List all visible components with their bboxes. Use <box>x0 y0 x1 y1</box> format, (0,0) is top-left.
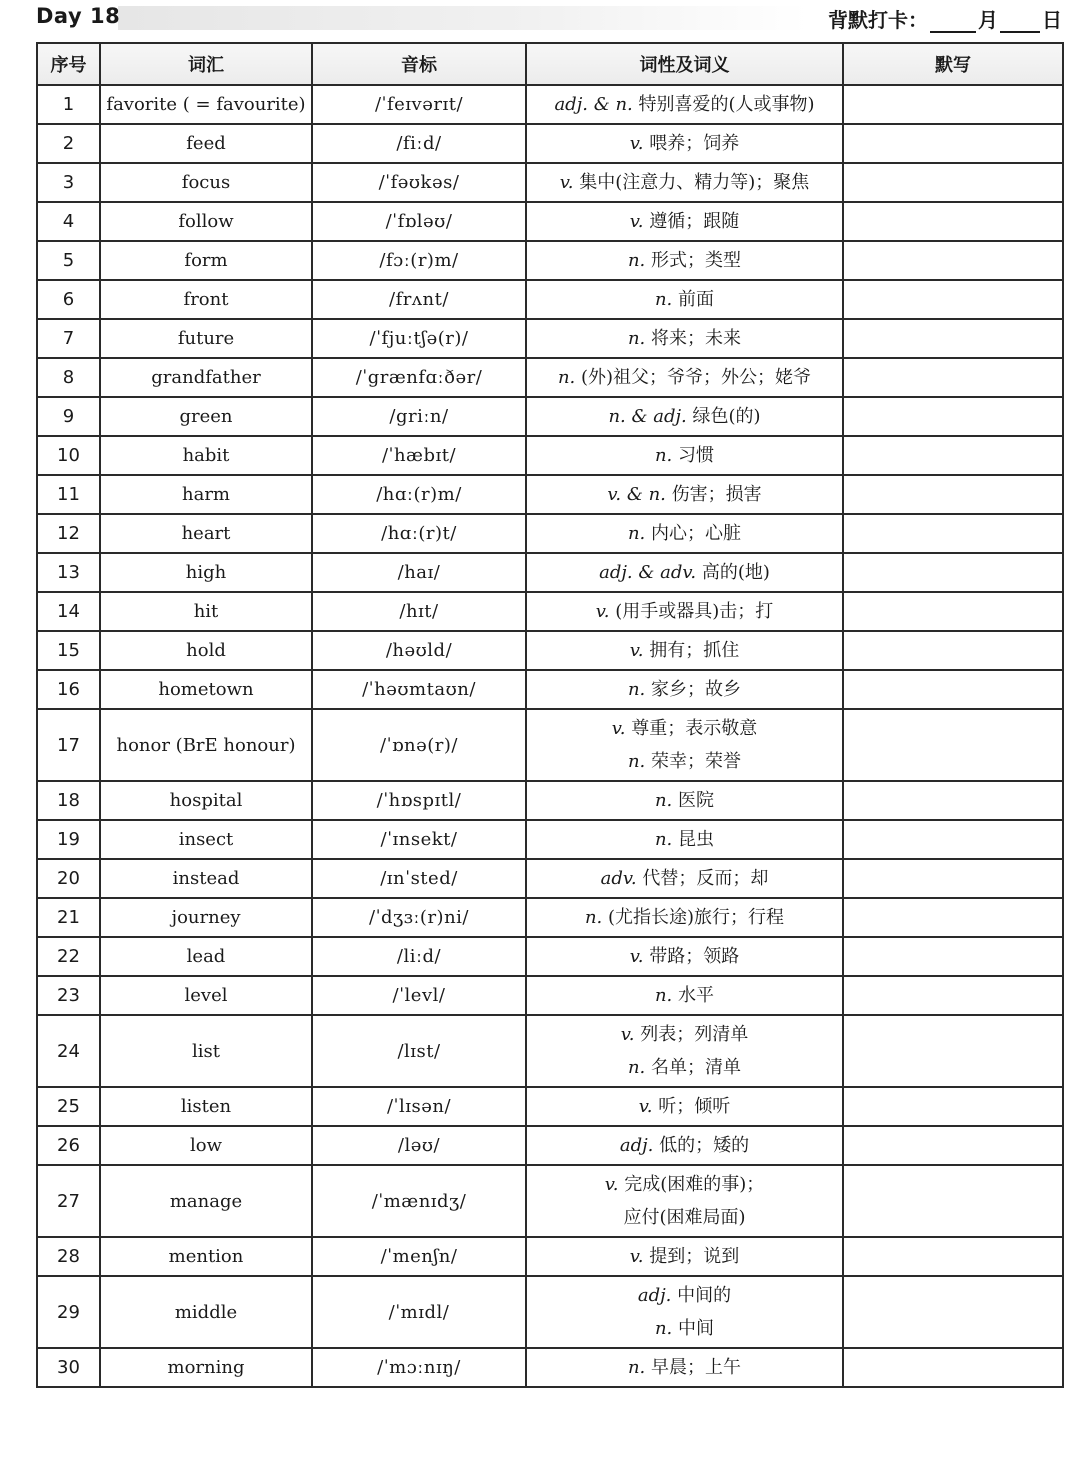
meaning-cell <box>526 241 843 280</box>
phonetic: /haɪ/ <box>312 553 526 592</box>
phonetic: /ləʊ/ <box>312 1126 526 1165</box>
row-number: 4 <box>37 202 100 241</box>
meaning-cell <box>526 1348 843 1387</box>
meaning-line: v. 集中(注意力、精力等)；聚焦 <box>559 172 810 193</box>
phonetic: /fɔː(r)m/ <box>312 241 526 280</box>
dictation-cell[interactable] <box>843 514 1063 553</box>
meaning-cell <box>526 1126 843 1165</box>
table-row <box>37 1165 1063 1237</box>
vocab-word: heart <box>100 514 312 553</box>
meaning-line: v. 列表；列清单 <box>620 1024 749 1045</box>
table-body <box>37 85 1063 1387</box>
row-number: 14 <box>37 592 100 631</box>
meaning-cell <box>526 280 843 319</box>
dictation-cell[interactable] <box>843 781 1063 820</box>
meaning-cell <box>526 1276 843 1348</box>
dictation-cell[interactable] <box>843 280 1063 319</box>
row-number: 9 <box>37 397 100 436</box>
row-number: 2 <box>37 124 100 163</box>
dictation-cell[interactable] <box>843 319 1063 358</box>
phonetic: /frʌnt/ <box>312 280 526 319</box>
meaning-line: n. 中间 <box>654 1318 715 1339</box>
meaning-line: n. 习惯 <box>654 445 715 466</box>
vocab-word: future <box>100 319 312 358</box>
meaning-cell <box>526 820 843 859</box>
meaning-line: n. 昆虫 <box>654 829 715 850</box>
row-number: 11 <box>37 475 100 514</box>
dictation-cell[interactable] <box>843 436 1063 475</box>
meaning-cell <box>526 514 843 553</box>
row-number: 8 <box>37 358 100 397</box>
phonetic: /ˈlɪsən/ <box>312 1087 526 1126</box>
meaning-line: adj. 中间的 <box>637 1285 732 1306</box>
dictation-cell[interactable] <box>843 241 1063 280</box>
meaning-line: n. (外)祖父；爷爷；外公；姥爷 <box>557 367 812 388</box>
table-row <box>37 85 1063 124</box>
meaning-cell <box>526 163 843 202</box>
phonetic: /hɑː(r)t/ <box>312 514 526 553</box>
header-band <box>118 6 808 30</box>
meaning-line: n. 早晨；上午 <box>627 1357 742 1378</box>
table-row <box>37 898 1063 937</box>
meaning-line: v. 遵循；跟随 <box>629 211 740 232</box>
dictation-cell[interactable] <box>843 709 1063 781</box>
vocab-word: focus <box>100 163 312 202</box>
row-number: 12 <box>37 514 100 553</box>
table-row <box>37 820 1063 859</box>
table-row <box>37 1015 1063 1087</box>
meaning-cell <box>526 358 843 397</box>
table-row <box>37 859 1063 898</box>
dictation-cell[interactable] <box>843 976 1063 1015</box>
table-row <box>37 319 1063 358</box>
dictation-cell[interactable] <box>843 1276 1063 1348</box>
table-row <box>37 397 1063 436</box>
dictation-cell[interactable] <box>843 937 1063 976</box>
table-row <box>37 475 1063 514</box>
vocab-word: form <box>100 241 312 280</box>
dictation-cell[interactable] <box>843 124 1063 163</box>
meaning-cell <box>526 1087 843 1126</box>
meaning-cell <box>526 553 843 592</box>
row-number: 21 <box>37 898 100 937</box>
table-row <box>37 1237 1063 1276</box>
table-row <box>37 709 1063 781</box>
table-row <box>37 1276 1063 1348</box>
meaning-line: adj. 低的；矮的 <box>619 1135 750 1156</box>
table-row <box>37 514 1063 553</box>
column-header-meaning: 词性及词义 <box>526 43 843 85</box>
phonetic: /hɑː(r)m/ <box>312 475 526 514</box>
row-number: 10 <box>37 436 100 475</box>
page-header <box>0 0 1080 40</box>
row-number: 13 <box>37 553 100 592</box>
meaning-line: n. 形式；类型 <box>627 250 742 271</box>
row-number: 1 <box>37 85 100 124</box>
vocab-word: hit <box>100 592 312 631</box>
vocab-word: grandfather <box>100 358 312 397</box>
table-row <box>37 592 1063 631</box>
checkin-label: 背默打卡： <box>828 8 928 32</box>
row-number: 30 <box>37 1348 100 1387</box>
meaning-line: n. (尤指长途)旅行；行程 <box>584 907 785 928</box>
phonetic: /həʊld/ <box>312 631 526 670</box>
meaning-line: n. 前面 <box>654 289 715 310</box>
meaning-cell <box>526 202 843 241</box>
dictation-cell[interactable] <box>843 1126 1063 1165</box>
meaning-line: v. 喂养；饲养 <box>629 133 740 154</box>
vocab-word: lead <box>100 937 312 976</box>
phonetic: /liːd/ <box>312 937 526 976</box>
table-row <box>37 436 1063 475</box>
vocab-word: level <box>100 976 312 1015</box>
dictation-cell[interactable] <box>843 592 1063 631</box>
meaning-cell <box>526 976 843 1015</box>
dictation-cell[interactable] <box>843 85 1063 124</box>
row-number: 5 <box>37 241 100 280</box>
row-number: 23 <box>37 976 100 1015</box>
meaning-cell <box>526 781 843 820</box>
phonetic: /hɪt/ <box>312 592 526 631</box>
vocab-word: listen <box>100 1087 312 1126</box>
meaning-cell <box>526 319 843 358</box>
vocab-word: feed <box>100 124 312 163</box>
meaning-line: v. 带路；领路 <box>629 946 740 967</box>
meaning-line: v. 提到；说到 <box>629 1246 740 1267</box>
phonetic: /ˈgrænfɑːðər/ <box>312 358 526 397</box>
row-number: 7 <box>37 319 100 358</box>
column-header-number: 序号 <box>37 43 100 85</box>
dictation-cell[interactable] <box>843 1087 1063 1126</box>
meaning-line: adv. 代替；反而；却 <box>600 868 769 889</box>
column-header-dictation: 默写 <box>843 43 1063 85</box>
meaning-cell <box>526 475 843 514</box>
month-label: 月 <box>978 8 998 32</box>
vocab-word: hometown <box>100 670 312 709</box>
dictation-cell[interactable] <box>843 859 1063 898</box>
meaning-cell <box>526 670 843 709</box>
vocab-word: habit <box>100 436 312 475</box>
meaning-cell <box>526 85 843 124</box>
dictation-cell[interactable] <box>843 397 1063 436</box>
vocab-word: morning <box>100 1348 312 1387</box>
phonetic: /ˈmænɪdʒ/ <box>312 1165 526 1237</box>
vocab-word: instead <box>100 859 312 898</box>
dictation-cell[interactable] <box>843 1165 1063 1237</box>
vocab-word: journey <box>100 898 312 937</box>
vocab-word: list <box>100 1015 312 1087</box>
table-row <box>37 358 1063 397</box>
meaning-cell <box>526 592 843 631</box>
month-blank <box>930 11 976 33</box>
phonetic: /griːn/ <box>312 397 526 436</box>
phonetic: /ˈdʒɜː(r)ni/ <box>312 898 526 937</box>
meaning-line: n. 名单；清单 <box>627 1057 742 1078</box>
table-row <box>37 553 1063 592</box>
column-header-word: 词汇 <box>100 43 312 85</box>
day-blank <box>1000 11 1040 33</box>
table-row <box>37 280 1063 319</box>
checkin-line <box>828 4 1062 33</box>
meaning-cell <box>526 124 843 163</box>
row-number: 24 <box>37 1015 100 1087</box>
row-number: 15 <box>37 631 100 670</box>
dictation-cell[interactable] <box>843 1015 1063 1087</box>
meaning-cell <box>526 397 843 436</box>
phonetic: /ˈhəʊmtaʊn/ <box>312 670 526 709</box>
row-number: 29 <box>37 1276 100 1348</box>
row-number: 19 <box>37 820 100 859</box>
meaning-line: n. 水平 <box>654 985 715 1006</box>
meaning-line: adj. & adv. 高的(地) <box>599 562 770 583</box>
meaning-line: 应付(困难局面) <box>623 1207 746 1228</box>
meaning-line: n. 医院 <box>654 790 715 811</box>
phonetic: /ˈfjuːtʃə(r)/ <box>312 319 526 358</box>
row-number: 20 <box>37 859 100 898</box>
table-row <box>37 163 1063 202</box>
dictation-cell[interactable] <box>843 358 1063 397</box>
vocab-word: mention <box>100 1237 312 1276</box>
phonetic: /ˈɪnsekt/ <box>312 820 526 859</box>
table-row <box>37 241 1063 280</box>
vocab-word: honor (BrE honour) <box>100 709 312 781</box>
table-row <box>37 1348 1063 1387</box>
meaning-cell <box>526 937 843 976</box>
table-row <box>37 124 1063 163</box>
vocab-word: middle <box>100 1276 312 1348</box>
meaning-line: n. 将来；未来 <box>627 328 742 349</box>
table-row <box>37 631 1063 670</box>
row-number: 28 <box>37 1237 100 1276</box>
vocab-word: green <box>100 397 312 436</box>
meaning-line: v. 尊重；表示敬意 <box>611 718 758 739</box>
table-row <box>37 1126 1063 1165</box>
vocab-word: front <box>100 280 312 319</box>
dictation-cell[interactable] <box>843 631 1063 670</box>
meaning-cell <box>526 709 843 781</box>
meaning-cell <box>526 898 843 937</box>
vocab-word: harm <box>100 475 312 514</box>
meaning-line: v. & n. 伤害；损害 <box>607 484 762 505</box>
row-number: 26 <box>37 1126 100 1165</box>
vocab-word: insect <box>100 820 312 859</box>
meaning-line: n. & adj. 绿色(的) <box>608 406 761 427</box>
meaning-cell <box>526 1237 843 1276</box>
dictation-cell[interactable] <box>843 1348 1063 1387</box>
meaning-cell <box>526 631 843 670</box>
phonetic: /ˈlevl/ <box>312 976 526 1015</box>
meaning-cell <box>526 1165 843 1237</box>
phonetic: /ˈmenʃn/ <box>312 1237 526 1276</box>
row-number: 6 <box>37 280 100 319</box>
row-number: 25 <box>37 1087 100 1126</box>
meaning-line: n. 家乡；故乡 <box>627 679 742 700</box>
dictation-cell[interactable] <box>843 163 1063 202</box>
dictation-cell[interactable] <box>843 898 1063 937</box>
table-row <box>37 202 1063 241</box>
vocab-word: hold <box>100 631 312 670</box>
meaning-line: v. 完成(困难的事)； <box>604 1174 765 1195</box>
phonetic: /ˈmɔːnɪŋ/ <box>312 1348 526 1387</box>
column-header-phonetic: 音标 <box>312 43 526 85</box>
phonetic: /ˈhɒspɪtl/ <box>312 781 526 820</box>
row-number: 3 <box>37 163 100 202</box>
phonetic: /lɪst/ <box>312 1015 526 1087</box>
phonetic: /ˈhæbɪt/ <box>312 436 526 475</box>
vocab-word: manage <box>100 1165 312 1237</box>
phonetic: /ˈfɒləʊ/ <box>312 202 526 241</box>
vocab-word: follow <box>100 202 312 241</box>
meaning-cell <box>526 1015 843 1087</box>
vocab-word: favorite ( = favourite) <box>100 85 312 124</box>
meaning-line: v. (用手或器具)击；打 <box>595 601 774 622</box>
phonetic: /ˈɒnə(r)/ <box>312 709 526 781</box>
dictation-cell[interactable] <box>843 553 1063 592</box>
phonetic: /ˈmɪdl/ <box>312 1276 526 1348</box>
table-row <box>37 976 1063 1015</box>
meaning-line: v. 拥有；抓住 <box>629 640 740 661</box>
day-title: Day 18 <box>36 4 121 28</box>
table-row <box>37 781 1063 820</box>
dictation-cell[interactable] <box>843 202 1063 241</box>
dictation-cell[interactable] <box>843 475 1063 514</box>
vocab-word: hospital <box>100 781 312 820</box>
dictation-cell[interactable] <box>843 820 1063 859</box>
vocab-word: high <box>100 553 312 592</box>
table-row <box>37 937 1063 976</box>
table-row <box>37 670 1063 709</box>
phonetic: /fiːd/ <box>312 124 526 163</box>
dictation-cell[interactable] <box>843 670 1063 709</box>
day-label: 日 <box>1042 8 1062 32</box>
meaning-line: v. 听；倾听 <box>638 1096 731 1117</box>
phonetic: /ˈfəʊkəs/ <box>312 163 526 202</box>
vocabulary-table <box>36 42 1064 1388</box>
row-number: 17 <box>37 709 100 781</box>
phonetic: /ɪnˈsted/ <box>312 859 526 898</box>
meaning-cell <box>526 436 843 475</box>
meaning-line: n. 内心；心脏 <box>627 523 742 544</box>
row-number: 27 <box>37 1165 100 1237</box>
vocab-word: low <box>100 1126 312 1165</box>
row-number: 16 <box>37 670 100 709</box>
table-row <box>37 1087 1063 1126</box>
row-number: 22 <box>37 937 100 976</box>
dictation-cell[interactable] <box>843 1237 1063 1276</box>
row-number: 18 <box>37 781 100 820</box>
meaning-line: n. 荣幸；荣誉 <box>627 751 742 772</box>
meaning-line: adj. & n. 特别喜爱的(人或事物) <box>554 94 815 115</box>
phonetic: /ˈfeɪvərɪt/ <box>312 85 526 124</box>
meaning-cell <box>526 859 843 898</box>
table-header-row <box>37 43 1063 85</box>
